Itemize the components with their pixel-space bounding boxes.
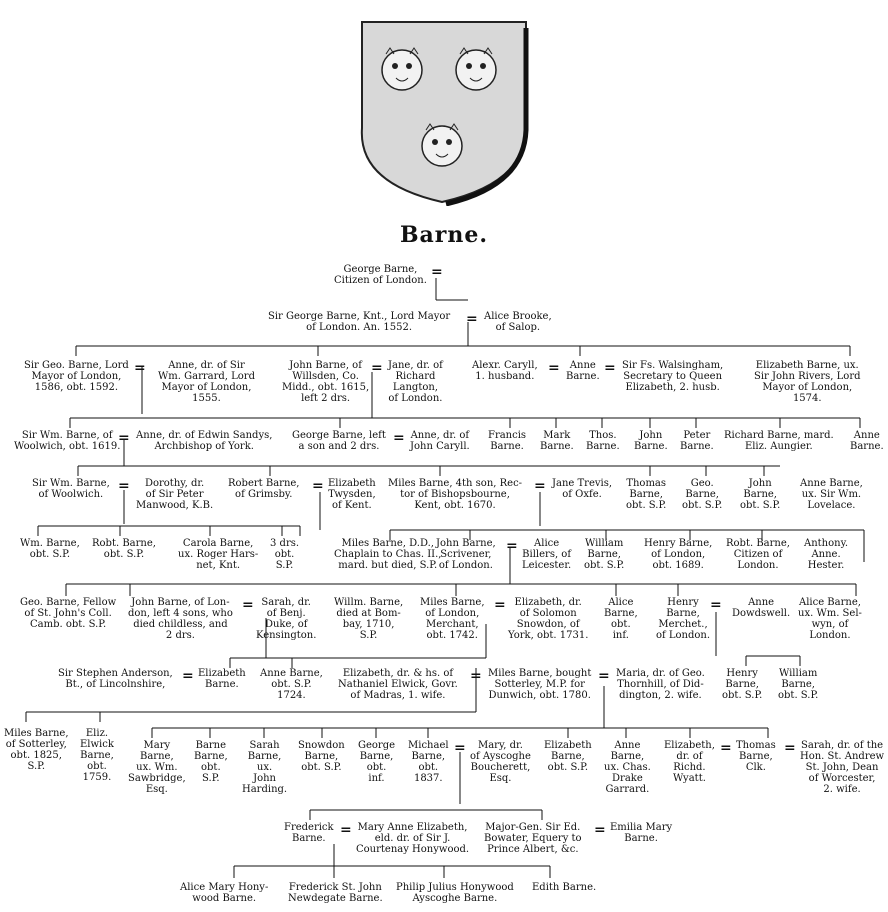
person-michael-barne: Michael Barne, obt. 1837. bbox=[408, 740, 449, 784]
person-elizabeth-barne-g7: Elizabeth Barne. bbox=[198, 668, 246, 690]
person-alice-brooke: Alice Brooke, of Salop. bbox=[484, 311, 552, 333]
person-frederick-barne: Frederick Barne. bbox=[284, 822, 334, 844]
person-robt-barne-citizen: Robt. Barne, Citizen of London. bbox=[726, 538, 790, 571]
person-walsingham: Sir Fs. Walsingham, Secretary to Queen Elizabeth, 2. husb. bbox=[622, 360, 724, 393]
person-george-barne-g3: George Barne, left a son and 2 drs. bbox=[292, 430, 386, 452]
marriage-sign: = bbox=[134, 360, 146, 376]
person-anne-barne-g3: Anne Barne. bbox=[850, 430, 884, 452]
person-maria-thornhill: Maria, dr. of Geo. Thornhill, of Did- dington, 2. wife. bbox=[616, 668, 705, 701]
person-alex-caryll: Alexr. Caryll, 1. husband. bbox=[472, 360, 538, 382]
person-sarah-st-john: Sarah, dr. of the Hon. St. Andrew St. John, Dean of Worcester, 2. wife. bbox=[800, 740, 885, 795]
person-miles-barne-merchant: Miles Barne, of London, Merchant, obt. 1742. bbox=[420, 597, 485, 641]
person-john-barne-g3: John Barne. bbox=[634, 430, 668, 452]
person-mary-sawbridge: Mary Barne, ux. Wm. Sawbridge, Esq. bbox=[128, 740, 186, 795]
person-anne-barne-1724: Anne Barne, obt. S.P. 1724. bbox=[260, 668, 323, 701]
person-anne-garrard: Anne, dr. of Sir Wm. Garrard, Lord Mayor of London, 1555. bbox=[158, 360, 255, 404]
marriage-sign: = bbox=[242, 597, 254, 613]
person-mark-barne: Mark Barne. bbox=[540, 430, 574, 452]
person-alice-mary-honywood-barne: Alice Mary Hony- wood Barne. bbox=[180, 882, 269, 904]
person-henry-barne-g7: Henry Barne, obt. S.P. bbox=[722, 668, 763, 701]
person-john-barne-willsden: John Barne, of Willsden, Co. Midd., obt. 1615, left 2 drs. bbox=[282, 360, 370, 404]
marriage-sign: = bbox=[710, 597, 722, 613]
marriage-sign: = bbox=[340, 822, 352, 838]
marriage-sign: = bbox=[393, 430, 405, 446]
person-miles-barne-sotterley: Miles Barne, bought Sotterley, M.P. for Dunwich, obt. 1780. bbox=[488, 668, 592, 701]
person-thomas-barne-g4: Thomas Barne, obt. S.P. bbox=[626, 478, 667, 511]
person-william-barne-g7: William Barne, obt. S.P. bbox=[778, 668, 819, 701]
person-elizabeth-twysden: Elizabeth Twysden, of Kent. bbox=[328, 478, 376, 511]
marriage-sign: = bbox=[506, 538, 518, 554]
person-philip-julius-barne: Philip Julius Honywood Ayscoghe Barne. bbox=[396, 882, 514, 904]
person-elizabeth-elwick: Elizabeth, dr. & hs. of Nathaniel Elwick, Govr. of Madras, 1. wife. bbox=[338, 668, 458, 701]
marriage-sign: = bbox=[466, 311, 478, 327]
marriage-sign: = bbox=[431, 264, 443, 280]
person-robert-barne: Robert Barne, of Grimsby. bbox=[228, 478, 300, 500]
marriage-sign: = bbox=[371, 360, 383, 376]
person-sir-stephen-anderson: Sir Stephen Anderson, Bt., of Lincolnshire, bbox=[58, 668, 173, 690]
person-sir-wm-barne-g4: Sir Wm. Barne, of Woolwich. bbox=[32, 478, 110, 500]
person-sir-geo-barne: Sir Geo. Barne, Lord Mayor of London, 1586, obt. 1592. bbox=[24, 360, 129, 393]
person-mary-boucherett: Mary, dr. of Ayscoghe Boucherett, Esq. bbox=[470, 740, 531, 784]
person-henry-barne-g5: Henry Barne, of London, obt. 1689. bbox=[644, 538, 713, 571]
person-george-barne: George Barne, Citizen of London. bbox=[334, 264, 427, 286]
person-sir-wm-barne-woolwich: Sir Wm. Barne, of Woolwich, obt. 1619. bbox=[14, 430, 121, 452]
person-sir-george-barne: Sir George Barne, Knt., Lord Mayor of London. An. 1552. bbox=[268, 311, 451, 333]
marriage-sign: = bbox=[182, 668, 194, 684]
person-elizabeth-snowdon: Elizabeth, dr. of Solomon Snowdon, of York, obt. 1731. bbox=[508, 597, 589, 641]
person-anne-garrard-g8: Anne Barne, ux. Chas. Drake Garrard. bbox=[604, 740, 651, 795]
person-miles-barne-g8: Miles Barne, of Sotterley, obt. 1825, S.P. bbox=[4, 728, 69, 772]
marriage-sign: = bbox=[494, 597, 506, 613]
marriage-sign: = bbox=[548, 360, 560, 376]
marriage-sign: = bbox=[594, 822, 606, 838]
marriage-sign: = bbox=[118, 430, 130, 446]
person-elizabeth-rivers: Elizabeth Barne, ux. Sir John Rivers, Lord Mayor of London, 1574. bbox=[754, 360, 861, 404]
person-geo-barne-fellow: Geo. Barne, Fellow of St. John's Coll. Camb. obt. S.P. bbox=[20, 597, 117, 630]
person-dorothy-manwood: Dorothy, dr. of Sir Peter Manwood, K.B. bbox=[136, 478, 214, 511]
person-john-barne-g6: John Barne, of Lon- don, left 4 sons, who died childless, and 2 drs. bbox=[128, 597, 233, 641]
person-anne-sandys: Anne, dr. of Edwin Sandys, Archbishop of York. bbox=[136, 430, 273, 452]
person-richard-barne: Richard Barne, mard. Eliz. Aungier. bbox=[724, 430, 834, 452]
person-frederick-st-john-barne: Frederick St. John Newdegate Barne. bbox=[288, 882, 383, 904]
marriage-sign: = bbox=[784, 740, 796, 756]
person-mary-anne-honywood: Mary Anne Elizabeth, eld. dr. of Sir J. Courtenay Honywood. bbox=[356, 822, 470, 855]
person-anne-barne: Anne Barne. bbox=[566, 360, 600, 382]
marriage-sign: = bbox=[118, 478, 130, 494]
person-eliz-elwick-barne: Eliz. Elwick Barne, obt. 1759. bbox=[80, 728, 114, 783]
marriage-sign: = bbox=[312, 478, 324, 494]
person-george-barne-inf: George Barne, obt. inf. bbox=[358, 740, 396, 784]
marriage-sign: = bbox=[604, 360, 616, 376]
person-anthony-anne-hester: Anthony. Anne. Hester. bbox=[804, 538, 849, 571]
person-sarah-duke: Sarah, dr. of Benj. Duke, of Kensington. bbox=[256, 597, 317, 641]
person-barne-barne: Barne Barne, obt. S.P. bbox=[194, 740, 228, 784]
person-geo-barne-g4: Geo. Barne, obt. S.P. bbox=[682, 478, 723, 511]
person-alice-billers: Alice Billers, of Leicester. bbox=[522, 538, 572, 571]
person-wm-barne-g5: Wm. Barne, obt. S.P. bbox=[20, 538, 80, 560]
person-jane-langton: Jane, dr. of Richard Langton, of London. bbox=[388, 360, 443, 404]
person-miles-barne-rector: Miles Barne, 4th son, Rec- tor of Bishopsbourne, Kent, obt. 1670. bbox=[388, 478, 523, 511]
person-miles-barne-dd: Miles Barne, D.D., Chaplain to Chas. II., mard. but died, S.P. bbox=[334, 538, 442, 571]
person-thos-barne: Thos. Barne. bbox=[586, 430, 620, 452]
person-alice-selwyn: Alice Barne, ux. Wm. Sel- wyn, of London. bbox=[798, 597, 862, 641]
marriage-sign: = bbox=[454, 740, 466, 756]
person-three-daughters: 3 drs. obt. S.P. bbox=[270, 538, 300, 571]
person-sir-ed-bowater: Major-Gen. Sir Ed. Bowater, Equery to Prince Albert, &c. bbox=[484, 822, 582, 855]
person-snowdon-barne: Snowdon Barne, obt. S.P. bbox=[298, 740, 345, 773]
person-carola-barne: Carola Barne, ux. Roger Hars- net, Knt. bbox=[178, 538, 259, 571]
person-sarah-harding: Sarah Barne, ux. John Harding. bbox=[242, 740, 288, 795]
person-anne-caryll: Anne, dr. of John Caryll. bbox=[410, 430, 470, 452]
person-edith-barne: Edith Barne. bbox=[532, 882, 597, 893]
person-william-barne-g5: William Barne, obt. S.P. bbox=[584, 538, 625, 571]
person-henry-barne-merchant: Henry Barne, Merchet., of London. bbox=[656, 597, 711, 641]
marriage-sign: = bbox=[598, 668, 610, 684]
person-anne-lovelace: Anne Barne, ux. Sir Wm. Lovelace. bbox=[800, 478, 863, 511]
person-elizabeth-wyatt: Elizabeth, dr. of Richd. Wyatt. bbox=[664, 740, 715, 784]
person-robt-barne-g5: Robt. Barne, obt. S.P. bbox=[92, 538, 156, 560]
person-emilia-mary-barne: Emilia Mary Barne. bbox=[610, 822, 673, 844]
person-anne-dowdswell: Anne Dowdswell. bbox=[732, 597, 791, 619]
person-jane-trevis: Jane Trevis, of Oxfe. bbox=[552, 478, 613, 500]
person-john-barne-g4: John Barne, obt. S.P. bbox=[740, 478, 781, 511]
person-elizabeth-barne-g8: Elizabeth Barne, obt. S.P. bbox=[544, 740, 592, 773]
marriage-sign: = bbox=[720, 740, 732, 756]
marriage-sign: = bbox=[470, 668, 482, 684]
family-title: Barne. bbox=[399, 222, 489, 248]
person-peter-barne: Peter Barne. bbox=[680, 430, 714, 452]
person-alice-barne-inf: Alice Barne, obt. inf. bbox=[604, 597, 638, 641]
person-john-barne-scrivener: John Barne, Scrivener, of London. bbox=[436, 538, 496, 571]
person-thomas-barne-clk: Thomas Barne, Clk. bbox=[736, 740, 776, 773]
person-francis-barne: Francis Barne. bbox=[488, 430, 527, 452]
marriage-sign: = bbox=[534, 478, 546, 494]
person-willm-barne-bombay: Willm. Barne, died at Bom- bay, 1710, S.P. bbox=[334, 597, 404, 641]
